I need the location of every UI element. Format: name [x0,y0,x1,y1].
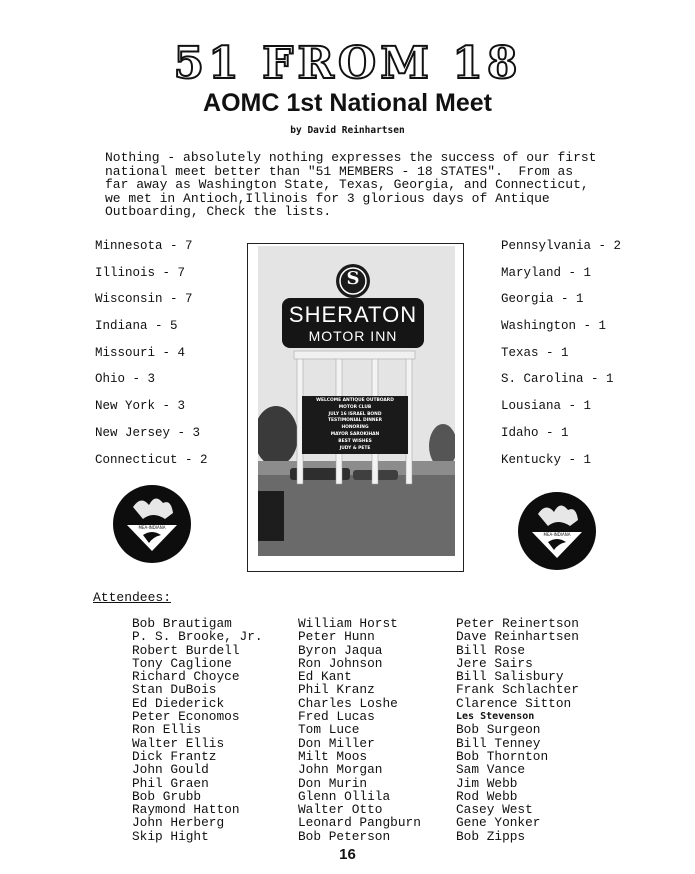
attendee-name: Bob Zipps [456,828,526,844]
attendee-name: Glenn Ollila [298,788,391,804]
state-count: Kentucky - 1 [501,452,592,467]
attendee-name: Robert Burdell [132,642,240,658]
marquee-line: JULY 16 ISRAEL BOND [328,411,382,417]
attendee-name: Byron Jaqua [298,642,383,658]
attendee-name: Ed Kant [298,669,352,685]
attendee-name: Gene Yonker [456,815,541,831]
emblem-icon [113,485,191,563]
state-count: Minnesota - 7 [95,239,193,253]
state-count: Wisconsin - 7 [95,292,193,307]
marquee-line: BEST WISHES [338,438,372,444]
attendee-name: Don Murin [298,775,368,791]
attendee-name: Ed Diederick [132,695,225,711]
states-list-right [501,233,621,473]
attendee-name: Bill Tenney [456,735,541,751]
marquee-board [302,398,408,452]
attendee-name: Walter Otto [298,802,383,818]
state-count: Pennsylvania - 2 [501,239,622,253]
intro-line: far away as Washington State, Texas, Georgia, and Connecticut, [105,177,589,192]
attendee-name: William Horst [298,616,398,631]
sheraton-sign-text: SHERATON [288,302,418,327]
state-count: New York - 3 [95,399,186,414]
intro-line: national meet better than "51 MEMBERS - 18 STATES". From as [105,163,574,179]
emblem-label: MEA-INDIANA [138,525,166,530]
attendee-name: John Herberg [132,815,225,831]
attendee-name: Bob Thornton [456,748,549,764]
marquee-line: MAYOR SAROKIHAN [330,431,380,437]
attendee-name: Peter Hunn [298,629,375,645]
intro-line: Outboarding, Check the lists. [105,204,332,219]
state-count: New Jersey - 3 [95,425,201,440]
attendee-name: Richard Choyce [132,669,240,685]
emblem-label: MEA-INDIANA [543,532,571,537]
state-count: Georgia - 1 [501,292,584,307]
state-count: Maryland - 1 [501,265,592,280]
state-count: Ohio - 3 [95,372,156,387]
state-count: Missouri - 4 [95,345,186,360]
state-count: Texas - 1 [501,345,569,360]
attendee-name: Raymond Hatton [132,802,240,818]
intro-line: we met in Antioch,Illinois for 3 glorious days of Antique [105,190,550,206]
marquee-line: WELCOME ANTIQUE OUTBOARD [316,398,394,403]
attendee-name: Stan DuBois [132,682,217,698]
attendee-name: Peter Reinertson [456,616,579,631]
club-emblem-left [113,485,191,563]
attendee-name: John Gould [132,762,209,778]
page-number: 16 [339,846,356,863]
attendee-name: Jim Webb [456,775,518,791]
states-list-left [95,233,208,473]
attendee-name: Bob Grubb [132,788,202,804]
attendees-column-1 [132,617,263,843]
attendee-name: P. S. Brooke, Jr. [132,629,263,645]
state-count: Illinois - 7 [95,265,186,280]
marquee-line: MOTOR CLUB [338,404,372,410]
attendee-name: Frank Schlachter [456,682,579,698]
sheraton-logo-letter: S [346,268,360,289]
attendee-name: Peter Economos [132,709,240,725]
attendees-column-2 [298,617,421,843]
attendee-name: Ron Johnson [298,655,383,671]
state-count: Lousiana - 1 [501,399,592,414]
state-count: Connecticut - 2 [95,452,208,467]
attendee-name: Bob Brautigam [132,616,232,631]
headline: 51 FROM 18 [173,38,522,89]
attendee-name: Dave Reinhartsen [456,629,579,645]
attendee-name: Phil Graen [132,775,209,791]
attendee-name: Walter Ellis [132,735,225,751]
state-count: Indiana - 5 [95,319,178,334]
attendee-name: Bill Rose [456,642,526,658]
photo-image [258,246,455,556]
marquee-line: HONORING [341,425,369,431]
page-title: AOMC 1st National Meet [203,89,492,117]
attendee-name: Fred Lucas [298,709,375,725]
attendee-name: Les Stevenson [456,711,535,723]
attendee-name: Rod Webb [456,788,518,804]
marquee-line: JUDY & PETE [339,445,371,451]
attendee-name: Jere Sairs [456,655,533,671]
attendees-heading: Attendees: [93,590,172,605]
attendee-name: Clarence Sitton [456,695,572,711]
attendee-name: Leonard Pangburn [298,815,421,831]
sheraton-photo [247,243,464,572]
attendee-name: Dick Frantz [132,748,217,764]
attendee-name: Bill Salisbury [456,669,564,685]
attendee-name: Phil Kranz [298,682,375,698]
attendee-name: Tom Luce [298,722,360,738]
attendee-name: Ron Ellis [132,722,202,738]
state-count: Washington - 1 [501,319,607,334]
attendee-name: Milt Moos [298,748,368,764]
motor-inn-text: MOTOR INN [308,328,398,344]
attendee-name: Bob Peterson [298,828,391,844]
attendee-name: Tony Caglione [132,655,232,671]
attendee-name: Sam Vance [456,762,526,778]
attendee-name: Don Miller [298,735,375,751]
club-emblem-right [518,492,596,570]
state-count: S. Carolina - 1 [501,372,614,387]
attendee-name: John Morgan [298,762,383,778]
emblem-icon [518,492,596,570]
attendee-name: Charles Loshe [298,695,398,711]
attendee-name: Bob Surgeon [456,722,541,738]
attendee-name: Casey West [456,802,533,818]
byline: by David Reinhartsen [290,125,405,136]
marquee-line: TESTIMONIAL DINNER [328,418,382,424]
intro-line: Nothing - absolutely nothing expresses the success of our first [105,150,597,165]
attendee-name: Skip Hight [132,828,209,844]
state-count: Idaho - 1 [501,425,569,440]
attendees-column-3 [456,617,579,843]
intro-paragraph [105,151,645,219]
